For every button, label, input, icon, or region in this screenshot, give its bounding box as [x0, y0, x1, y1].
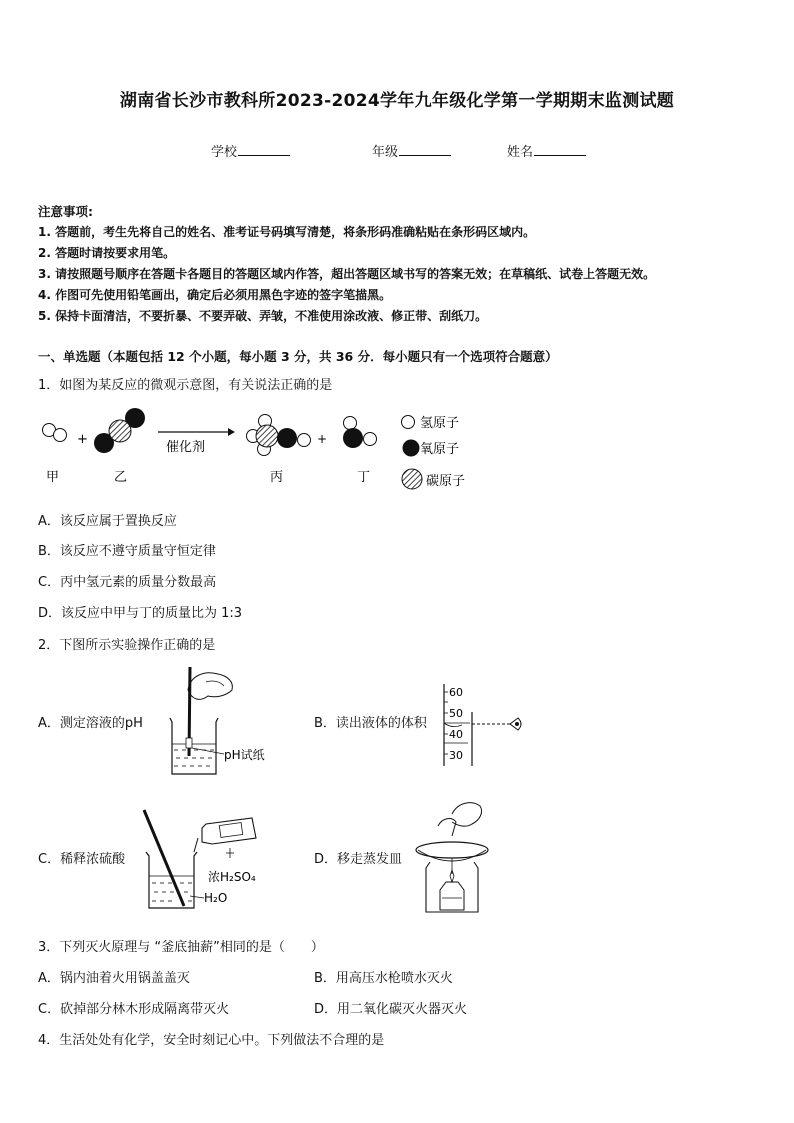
grade-blank [399, 143, 451, 156]
name-field [507, 141, 586, 160]
legend-oxygen-icon [403, 440, 420, 457]
question-1-stem: 1．如图为某反应的微观示意图，有关说法正确的是 [38, 378, 333, 393]
reaction-diagram [36, 400, 486, 495]
q2-option-a: A．测定溶液的pH [38, 716, 143, 731]
figure-ph-test [160, 662, 280, 780]
molecule-yi [94, 408, 145, 453]
label-yi: 乙 [114, 470, 128, 485]
q3-option-c: C．砍掉部分林木形成隔离带灭火 [38, 1002, 230, 1017]
catalyst-label: 催化剂 [166, 440, 206, 455]
tick-label: 30 [449, 749, 463, 762]
question-4-stem: 4．生活处处有化学，安全时刻记心中。下列做法不合理的是 [38, 1033, 385, 1048]
plus-sign: + [317, 432, 328, 446]
molecule-ding [343, 417, 377, 449]
alcohol-lamp-icon [440, 882, 464, 910]
tick-label: 50 [449, 707, 463, 720]
beaker-icon [170, 718, 218, 774]
plus-sign: + [77, 432, 88, 447]
question-2-stem: 2．下图所示实验操作正确的是 [38, 638, 216, 653]
name-label: 姓名 [507, 145, 534, 160]
q1-option-a: A．该反应属于置换反应 [38, 514, 177, 529]
legend-hydrogen-icon [402, 416, 415, 429]
page-title: 湖南省长沙市教科所2023-2024学年九年级化学第一学期期末监测试题 [119, 91, 675, 111]
q3-option-d: D．用二氧化碳灭火器灭火 [314, 1002, 468, 1017]
molecule-jia [43, 424, 67, 442]
section-heading: 一、单选题（本题包括 12 个小题，每小题 3 分，共 36 分．每小题只有一个选项符合题意） [38, 349, 558, 364]
notice-item: 1. 答题前，考生先将自己的姓名、准考证号码填写清楚，将条形码准确粘贴在条形码区域内。 [38, 225, 536, 239]
evaporating-dish-icon [416, 842, 488, 858]
molecule-bing [247, 415, 311, 456]
notice-item: 2. 答题时请按要求用笔。 [38, 246, 176, 260]
glass-rod [144, 810, 184, 906]
school-field [211, 141, 290, 160]
ph-paper-label: pH试纸 [224, 748, 265, 762]
tick-label: 60 [449, 686, 463, 699]
school-blank [238, 143, 290, 156]
hand-icon [188, 673, 232, 700]
label-jia: 甲 [46, 470, 60, 485]
q1-option-d: D．该反应中甲与丁的质量比为 1:3 [38, 606, 243, 621]
grade-label: 年级 [372, 145, 399, 160]
school-label: 学校 [211, 145, 238, 160]
legend-carbon: 碳原子 [426, 474, 466, 489]
label-bing: 丙 [270, 470, 284, 485]
label-ding: 丁 [357, 470, 371, 485]
notice-item: 5. 保持卡面清洁，不要折暴、不要弄破、弄皱，不准使用涂改液、修正带、刮纸刀。 [38, 309, 488, 323]
figure-cylinder-reading [438, 682, 530, 768]
q3-option-a: A．锅内油着火用锅盖盖灭 [38, 971, 190, 986]
question-3-stem: 3．下列灭火原理与 “釜底抽薪”相同的是（ ） [38, 940, 324, 955]
q2-option-b: B．读出液体的体积 [314, 716, 427, 731]
legend-oxygen: 氧原子 [420, 442, 460, 457]
legend-hydrogen: 氢原子 [420, 416, 460, 431]
acid-label: 浓H₂SO₄ [208, 870, 256, 884]
hand-icon [452, 803, 482, 826]
notice-item: 3. 请按照题号顺序在答题卡各题目的答题区域内作答，超出答题区域书写的答案无效；在草稿纸、试卷上答题无效。 [38, 267, 656, 281]
q2-option-c: C．稀释浓硫酸 [38, 852, 126, 867]
q1-option-c: C．丙中氢元素的质量分数最高 [38, 575, 217, 590]
q2-option-d: D．移走蒸发皿 [314, 852, 403, 867]
ph-paper [186, 738, 192, 748]
grade-field [372, 141, 451, 160]
figure-evaporating-dish [412, 798, 492, 918]
notice-heading: 注意事项: [38, 204, 93, 219]
q3-option-b: B．用高压水枪喷水灭火 [314, 971, 453, 986]
notice-item: 4. 作图可先使用铅笔画出，确定后必须用黑色字迹的签字笔描黑。 [38, 288, 392, 302]
q1-option-b: B．该反应不遵守质量守恒定律 [38, 544, 216, 559]
beaker-icon [146, 852, 197, 908]
bottle-label [219, 823, 242, 838]
arrow-head-icon [228, 428, 235, 436]
tick-label: 40 [449, 728, 463, 741]
water-label: H₂O [204, 891, 228, 905]
legend-carbon-icon [402, 469, 422, 489]
figure-dilution [140, 808, 270, 912]
name-blank [534, 143, 586, 156]
